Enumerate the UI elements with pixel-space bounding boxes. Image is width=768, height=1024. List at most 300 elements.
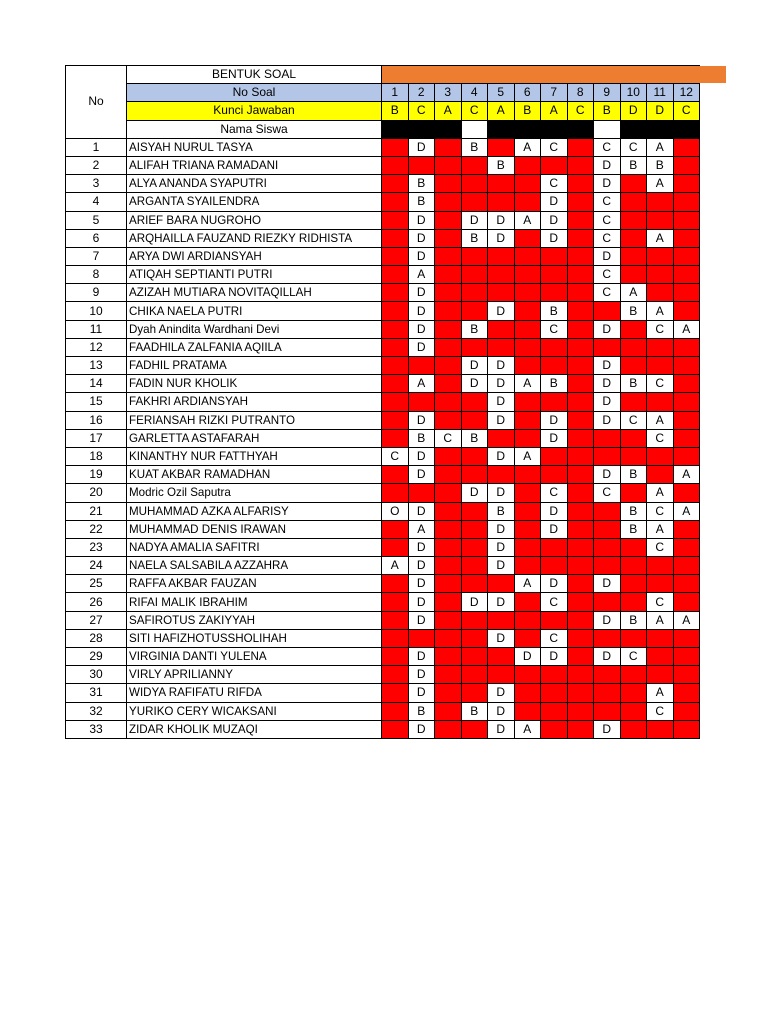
- student-number: 32: [66, 702, 127, 720]
- student-answer-cell: C: [567, 211, 594, 229]
- student-answer-cell: C: [461, 393, 488, 411]
- student-name: FERIANSAH RIZKI PUTRANTO: [127, 411, 382, 429]
- student-answer-cell: A: [488, 266, 515, 284]
- student-answer-cell: C: [567, 357, 594, 375]
- student-answer-cell: D: [488, 447, 515, 465]
- question-number-cell: 4: [461, 84, 488, 102]
- student-answer-cell: D: [541, 648, 568, 666]
- student-answer-cell: B: [594, 684, 621, 702]
- student-answer-cell: A: [435, 320, 462, 338]
- student-answer-cell: D: [620, 211, 647, 229]
- student-answer-cell: D: [408, 229, 435, 247]
- student-answer-cell: A: [647, 175, 674, 193]
- student-answer-cell: B: [514, 320, 541, 338]
- student-answer-cell: D: [647, 266, 674, 284]
- student-answer-cell: B: [382, 211, 409, 229]
- student-answer-cell: D: [514, 648, 541, 666]
- student-answer-cell: C: [594, 284, 621, 302]
- student-answer-cell: B: [488, 502, 515, 520]
- student-answer-cell: D: [488, 684, 515, 702]
- student-answer-cell: D: [488, 411, 515, 429]
- student-number: 21: [66, 502, 127, 520]
- student-answer-cell: A: [435, 302, 462, 320]
- student-answer-cell: C: [673, 411, 700, 429]
- student-number: 7: [66, 247, 127, 265]
- student-answer-cell: D: [541, 429, 568, 447]
- student-answer-cell: B: [594, 502, 621, 520]
- answer-key-cell: B: [514, 102, 541, 120]
- student-name: ARGANTA SYAILENDRA: [127, 193, 382, 211]
- student-answer-cell: C: [567, 629, 594, 647]
- student-answer-cell: A: [435, 666, 462, 684]
- student-row: [66, 393, 700, 411]
- student-answer-cell: O: [382, 502, 409, 520]
- student-answer-cell: B: [382, 629, 409, 647]
- student-row: [66, 629, 700, 647]
- student-answer-cell: B: [594, 429, 621, 447]
- student-answer-cell: D: [408, 502, 435, 520]
- student-answer-cell: A: [435, 593, 462, 611]
- student-answer-cell: D: [620, 338, 647, 356]
- student-answer-cell: C: [673, 593, 700, 611]
- header-row-no-soal: [66, 84, 700, 102]
- student-answer-cell: C: [461, 520, 488, 538]
- student-row: [66, 684, 700, 702]
- student-number: 6: [66, 229, 127, 247]
- student-answer-cell: A: [514, 720, 541, 738]
- student-number: 28: [66, 629, 127, 647]
- student-name: ARYA DWI ARDIANSYAH: [127, 247, 382, 265]
- student-answer-cell: C: [567, 302, 594, 320]
- student-answer-cell: B: [461, 229, 488, 247]
- student-answer-cell: D: [488, 557, 515, 575]
- student-answer-cell: C: [567, 411, 594, 429]
- student-answer-cell: D: [408, 648, 435, 666]
- student-name: SAFIROTUS ZAKIYYAH: [127, 611, 382, 629]
- student-answer-cell: A: [435, 648, 462, 666]
- student-answer-cell: B: [594, 557, 621, 575]
- student-answer-cell: A: [435, 156, 462, 174]
- student-answer-cell: B: [514, 266, 541, 284]
- student-answer-cell: A: [488, 193, 515, 211]
- student-answer-cell: A: [435, 357, 462, 375]
- student-answer-cell: C: [673, 575, 700, 593]
- student-answer-cell: D: [620, 593, 647, 611]
- student-answer-cell: D: [461, 375, 488, 393]
- student-answer-cell: D: [461, 593, 488, 611]
- student-answer-cell: D: [647, 447, 674, 465]
- student-answer-cell: D: [594, 611, 621, 629]
- student-answer-cell: B: [461, 702, 488, 720]
- student-answer-cell: A: [488, 429, 515, 447]
- student-number: 19: [66, 466, 127, 484]
- student-answer-cell: B: [382, 284, 409, 302]
- student-answer-cell: D: [647, 211, 674, 229]
- student-answer-cell: B: [514, 629, 541, 647]
- bentuk-soal-band-overflow: [699, 66, 726, 83]
- student-name: VIRLY APRILIANNY: [127, 666, 382, 684]
- student-answer-cell: A: [541, 702, 568, 720]
- student-answer-cell: C: [461, 720, 488, 738]
- student-answer-cell: B: [382, 266, 409, 284]
- student-answer-cell: A: [435, 720, 462, 738]
- student-answer-cell: C: [673, 193, 700, 211]
- name-row-fill-cell: [514, 120, 541, 138]
- student-row: [66, 229, 700, 247]
- student-number: 11: [66, 320, 127, 338]
- student-answer-cell: D: [620, 247, 647, 265]
- answer-key-cell: C: [673, 102, 700, 120]
- student-answer-cell: A: [647, 684, 674, 702]
- student-number: 18: [66, 447, 127, 465]
- student-answer-cell: A: [435, 138, 462, 156]
- student-answer-cell: B: [620, 466, 647, 484]
- student-answer-cell: D: [461, 484, 488, 502]
- student-answer-cell: D: [620, 429, 647, 447]
- student-answer-cell: B: [620, 502, 647, 520]
- student-answer-cell: A: [647, 411, 674, 429]
- student-answer-cell: A: [541, 538, 568, 556]
- student-answer-cell: B: [514, 702, 541, 720]
- student-answer-cell: A: [435, 538, 462, 556]
- student-answer-cell: C: [461, 466, 488, 484]
- student-answer-cell: A: [408, 375, 435, 393]
- student-answer-cell: C: [461, 411, 488, 429]
- student-answer-cell: B: [594, 629, 621, 647]
- student-answer-cell: C: [673, 393, 700, 411]
- student-answer-cell: B: [382, 338, 409, 356]
- student-answer-cell: A: [541, 684, 568, 702]
- student-answer-cell: C: [461, 175, 488, 193]
- student-answer-cell: B: [461, 138, 488, 156]
- student-answer-cell: D: [408, 593, 435, 611]
- student-answer-cell: B: [382, 156, 409, 174]
- student-answer-cell: D: [594, 648, 621, 666]
- student-row: [66, 338, 700, 356]
- student-name: ALYA ANANDA SYAPUTRI: [127, 175, 382, 193]
- student-number: 23: [66, 538, 127, 556]
- student-answer-cell: D: [488, 375, 515, 393]
- student-answer-cell: A: [647, 484, 674, 502]
- student-answer-cell: C: [673, 720, 700, 738]
- student-row: [66, 502, 700, 520]
- student-answer-cell: C: [461, 629, 488, 647]
- student-answer-cell: C: [567, 156, 594, 174]
- student-answer-cell: A: [488, 175, 515, 193]
- student-answer-cell: B: [488, 156, 515, 174]
- student-answer-cell: B: [514, 538, 541, 556]
- student-answer-cell: C: [673, 684, 700, 702]
- student-answer-cell: D: [594, 320, 621, 338]
- question-number-cell: 7: [541, 84, 568, 102]
- student-answer-cell: B: [382, 429, 409, 447]
- student-answer-cell: D: [488, 229, 515, 247]
- student-name: RAFFA AKBAR FAUZAN: [127, 575, 382, 593]
- student-row: [66, 611, 700, 629]
- student-answer-cell: C: [673, 484, 700, 502]
- student-answer-cell: D: [408, 247, 435, 265]
- name-row-fill-cell: [382, 120, 409, 138]
- student-row: [66, 302, 700, 320]
- student-answer-cell: D: [594, 720, 621, 738]
- student-answer-cell: C: [567, 338, 594, 356]
- student-number: 26: [66, 593, 127, 611]
- student-answer-cell: D: [647, 338, 674, 356]
- student-number: 8: [66, 266, 127, 284]
- student-answer-cell: C: [461, 684, 488, 702]
- student-answer-cell: C: [541, 320, 568, 338]
- answer-sheet-table: [65, 65, 700, 739]
- student-row: [66, 156, 700, 174]
- student-answer-cell: C: [673, 629, 700, 647]
- student-answer-cell: B: [382, 357, 409, 375]
- student-answer-cell: B: [514, 229, 541, 247]
- nama-siswa-label: Nama Siswa: [127, 120, 382, 138]
- student-answer-cell: D: [408, 575, 435, 593]
- student-answer-cell: C: [673, 247, 700, 265]
- student-row: [66, 575, 700, 593]
- kunci-jawaban-label: Kunci Jawaban: [127, 102, 382, 120]
- student-answer-cell: D: [408, 684, 435, 702]
- student-answer-cell: C: [567, 575, 594, 593]
- student-number: 29: [66, 648, 127, 666]
- student-answer-cell: B: [594, 302, 621, 320]
- answer-key-cell: D: [620, 102, 647, 120]
- student-answer-cell: C: [567, 466, 594, 484]
- answer-key-cell: B: [594, 102, 621, 120]
- student-answer-cell: C: [567, 320, 594, 338]
- student-answer-cell: D: [488, 211, 515, 229]
- student-answer-cell: A: [541, 338, 568, 356]
- student-name: Modric Ozil Saputra: [127, 484, 382, 502]
- student-answer-cell: A: [541, 266, 568, 284]
- student-answer-cell: C: [673, 211, 700, 229]
- student-answer-cell: D: [647, 357, 674, 375]
- question-number-cell: 2: [408, 84, 435, 102]
- student-answer-cell: C: [567, 666, 594, 684]
- student-answer-cell: B: [382, 393, 409, 411]
- student-answer-cell: D: [620, 702, 647, 720]
- student-answer-cell: D: [461, 357, 488, 375]
- student-answer-cell: B: [514, 466, 541, 484]
- student-answer-cell: D: [647, 575, 674, 593]
- student-answer-cell: C: [647, 593, 674, 611]
- student-answer-cell: B: [620, 520, 647, 538]
- student-answer-cell: B: [514, 411, 541, 429]
- student-answer-cell: D: [594, 357, 621, 375]
- student-answer-cell: B: [382, 411, 409, 429]
- student-name: WIDYA RAFIFATU RIFDA: [127, 684, 382, 702]
- student-answer-cell: D: [647, 666, 674, 684]
- student-name: RIFAI MALIK IBRAHIM: [127, 593, 382, 611]
- student-answer-cell: A: [435, 684, 462, 702]
- student-answer-cell: D: [408, 538, 435, 556]
- student-answer-cell: C: [673, 447, 700, 465]
- student-answer-cell: D: [620, 229, 647, 247]
- student-answer-cell: D: [647, 648, 674, 666]
- student-answer-cell: C: [594, 193, 621, 211]
- student-number: 12: [66, 338, 127, 356]
- student-answer-cell: D: [647, 193, 674, 211]
- student-answer-cell: A: [541, 284, 568, 302]
- answer-key-cell: C: [408, 102, 435, 120]
- student-answer-cell: A: [435, 466, 462, 484]
- answer-key-cell: A: [435, 102, 462, 120]
- student-answer-cell: B: [594, 447, 621, 465]
- student-answer-cell: D: [488, 538, 515, 556]
- student-answer-cell: C: [673, 538, 700, 556]
- student-answer-cell: B: [408, 702, 435, 720]
- student-answer-cell: A: [488, 611, 515, 629]
- student-answer-cell: D: [620, 357, 647, 375]
- student-answer-cell: B: [514, 684, 541, 702]
- student-number: 17: [66, 429, 127, 447]
- student-answer-cell: C: [461, 156, 488, 174]
- student-answer-cell: C: [461, 247, 488, 265]
- student-answer-cell: C: [567, 393, 594, 411]
- student-answer-cell: B: [620, 611, 647, 629]
- student-answer-cell: A: [488, 466, 515, 484]
- student-answer-cell: C: [461, 575, 488, 593]
- student-answer-cell: D: [541, 575, 568, 593]
- student-answer-cell: C: [567, 611, 594, 629]
- student-answer-cell: C: [647, 502, 674, 520]
- student-answer-cell: C: [408, 156, 435, 174]
- student-answer-cell: C: [461, 266, 488, 284]
- student-answer-cell: C: [594, 229, 621, 247]
- student-answer-cell: B: [620, 156, 647, 174]
- student-answer-cell: B: [514, 666, 541, 684]
- name-row-fill-cell: [673, 120, 700, 138]
- student-answer-cell: C: [567, 284, 594, 302]
- student-answer-cell: B: [382, 538, 409, 556]
- student-answer-cell: D: [620, 266, 647, 284]
- student-answer-cell: C: [382, 447, 409, 465]
- student-answer-cell: C: [567, 684, 594, 702]
- student-number: 9: [66, 284, 127, 302]
- student-answer-cell: C: [408, 484, 435, 502]
- student-answer-cell: D: [541, 520, 568, 538]
- student-answer-cell: A: [673, 502, 700, 520]
- student-answer-cell: B: [514, 156, 541, 174]
- student-answer-cell: C: [673, 338, 700, 356]
- name-row-fill-cell: [567, 120, 594, 138]
- student-answer-cell: A: [514, 375, 541, 393]
- student-answer-cell: A: [673, 320, 700, 338]
- student-answer-cell: A: [488, 247, 515, 265]
- student-answer-cell: C: [673, 229, 700, 247]
- student-answer-cell: B: [382, 611, 409, 629]
- student-number: 22: [66, 520, 127, 538]
- student-answer-cell: B: [514, 302, 541, 320]
- student-answer-cell: A: [673, 611, 700, 629]
- student-answer-cell: C: [673, 666, 700, 684]
- student-name: CHIKA NAELA PUTRI: [127, 302, 382, 320]
- student-answer-cell: C: [408, 393, 435, 411]
- student-answer-cell: B: [594, 538, 621, 556]
- student-answer-cell: D: [541, 502, 568, 520]
- student-answer-cell: A: [435, 338, 462, 356]
- question-number-cell: 8: [567, 84, 594, 102]
- student-answer-cell: C: [567, 720, 594, 738]
- student-row: [66, 484, 700, 502]
- answer-key-cell: A: [488, 102, 515, 120]
- student-answer-cell: D: [620, 666, 647, 684]
- header-row-nama-siswa: [66, 120, 700, 138]
- student-answer-cell: D: [408, 338, 435, 356]
- student-answer-cell: D: [488, 357, 515, 375]
- student-answer-cell: C: [435, 429, 462, 447]
- bentuk-soal-label: BENTUK SOAL: [127, 66, 382, 84]
- student-number: 30: [66, 666, 127, 684]
- student-row: [66, 284, 700, 302]
- student-answer-cell: B: [514, 520, 541, 538]
- student-answer-cell: C: [567, 229, 594, 247]
- student-answer-cell: C: [673, 702, 700, 720]
- student-answer-cell: A: [541, 247, 568, 265]
- student-name: ALIFAH TRIANA RAMADANI: [127, 156, 382, 174]
- student-answer-cell: A: [541, 720, 568, 738]
- student-number: 1: [66, 138, 127, 156]
- student-answer-cell: B: [514, 175, 541, 193]
- student-answer-cell: A: [435, 702, 462, 720]
- student-answer-cell: C: [461, 648, 488, 666]
- question-number-cell: 1: [382, 84, 409, 102]
- student-answer-cell: A: [514, 575, 541, 593]
- student-row: [66, 247, 700, 265]
- student-answer-cell: A: [435, 502, 462, 520]
- student-row: [66, 702, 700, 720]
- student-name: ZIDAR KHOLIK MUZAQI: [127, 720, 382, 738]
- student-row: [66, 375, 700, 393]
- student-answer-cell: C: [541, 175, 568, 193]
- student-row: [66, 648, 700, 666]
- student-answer-cell: C: [461, 284, 488, 302]
- student-row: [66, 411, 700, 429]
- student-answer-cell: A: [408, 266, 435, 284]
- student-answer-cell: D: [408, 447, 435, 465]
- student-answer-cell: B: [382, 175, 409, 193]
- student-answer-cell: A: [435, 557, 462, 575]
- student-answer-cell: C: [567, 502, 594, 520]
- student-answer-cell: C: [567, 247, 594, 265]
- student-answer-cell: B: [408, 429, 435, 447]
- student-number: 10: [66, 302, 127, 320]
- student-answer-cell: C: [461, 557, 488, 575]
- student-name: Dyah Anindita Wardhani Devi: [127, 320, 382, 338]
- name-row-fill-cell: [461, 120, 488, 138]
- student-answer-cell: D: [408, 138, 435, 156]
- student-answer-cell: C: [594, 138, 621, 156]
- student-number: 4: [66, 193, 127, 211]
- student-answer-cell: D: [408, 211, 435, 229]
- student-answer-cell: B: [514, 193, 541, 211]
- student-answer-cell: A: [435, 393, 462, 411]
- student-name: AISYAH NURUL TASYA: [127, 138, 382, 156]
- student-answer-cell: B: [382, 648, 409, 666]
- student-answer-cell: C: [567, 484, 594, 502]
- student-answer-cell: B: [620, 375, 647, 393]
- question-number-cell: 6: [514, 84, 541, 102]
- student-number: 24: [66, 557, 127, 575]
- student-answer-cell: C: [673, 375, 700, 393]
- student-number: 20: [66, 484, 127, 502]
- student-answer-cell: A: [435, 520, 462, 538]
- student-answer-cell: B: [382, 138, 409, 156]
- student-answer-cell: D: [408, 411, 435, 429]
- student-number: 15: [66, 393, 127, 411]
- student-row: [66, 211, 700, 229]
